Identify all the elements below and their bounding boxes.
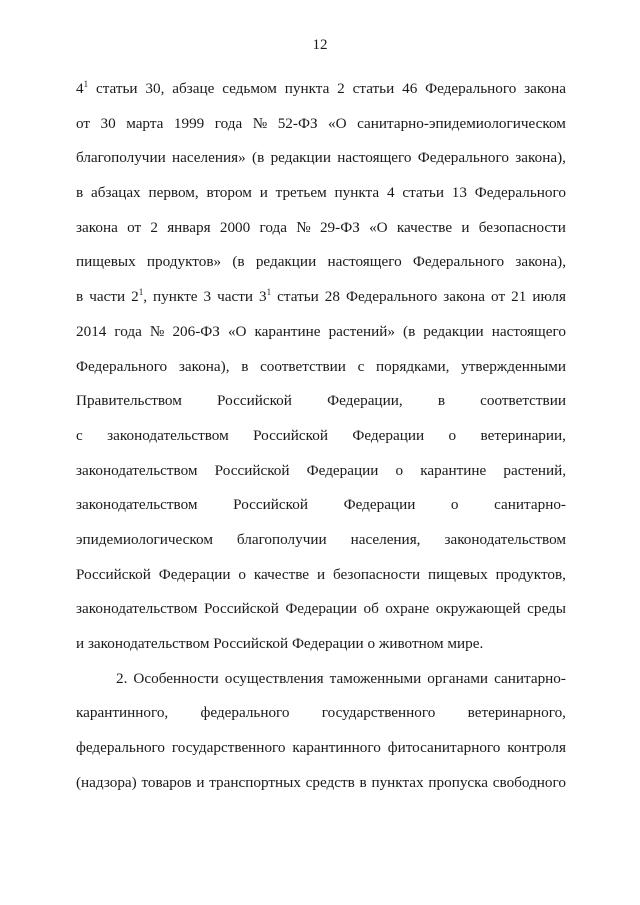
word: качестве (396, 218, 453, 236)
word: фитосанитарного (387, 739, 501, 757)
text-line (76, 350, 566, 385)
text-line (76, 141, 566, 176)
word: Федерального (346, 288, 438, 306)
word: законодательством (76, 461, 198, 479)
word: закона (76, 218, 118, 236)
text-line (76, 662, 566, 697)
text-line (76, 211, 566, 246)
word: пищевых (76, 253, 136, 271)
word: пункте (153, 288, 198, 306)
word: государственного (171, 739, 286, 757)
word: пунктах (371, 773, 424, 791)
word: настоящего (491, 322, 566, 340)
word: статьи (277, 288, 319, 306)
text-line (76, 107, 566, 142)
word: 206-ФЗ (172, 322, 220, 340)
text-line (76, 766, 566, 801)
word: Российской (204, 600, 279, 618)
word: $3^1$ (259, 287, 272, 306)
word: законодательством (107, 426, 229, 444)
word: настоящего (337, 149, 412, 167)
word: Российской (233, 496, 308, 514)
superscript: 1 (266, 287, 272, 298)
word: редакции (255, 253, 317, 271)
word: в (76, 288, 84, 306)
word: мире. (447, 635, 484, 652)
text-line (76, 523, 566, 558)
word: растений» (328, 322, 395, 340)
word: втором (206, 184, 252, 202)
word: карантинного (292, 739, 381, 757)
word: Российской (213, 635, 289, 652)
word: 1999 (173, 114, 205, 132)
text-line (76, 454, 566, 489)
word: с (76, 426, 83, 444)
text-line (76, 558, 566, 593)
word: статьи (402, 184, 444, 202)
text-line (76, 731, 566, 766)
word: законодательством (76, 496, 198, 514)
word: Российской (253, 426, 328, 444)
word: 4 (386, 184, 395, 202)
word: продуктов, (495, 565, 566, 583)
text-line (76, 696, 566, 731)
superscript: 1 (83, 78, 89, 89)
word: средств (305, 773, 355, 791)
word: и (461, 218, 470, 236)
text-line (76, 72, 566, 107)
word: населения, (350, 530, 421, 548)
word: санитарно- (494, 496, 566, 514)
word: Правительством (76, 392, 182, 410)
word: 13 (451, 184, 467, 202)
text-line (76, 280, 566, 315)
word: об (363, 600, 379, 618)
word: 21 (511, 288, 527, 306)
word: пищевых (428, 565, 488, 583)
word: федерального (200, 704, 290, 722)
word: закона (524, 80, 566, 97)
text-line (76, 627, 566, 662)
word: свободного (492, 773, 566, 791)
word: в (76, 184, 84, 202)
word: третьем (275, 184, 327, 202)
word: первом, (148, 184, 199, 202)
word: Федерации (291, 635, 364, 652)
word: и (196, 773, 205, 791)
word: № (252, 114, 268, 132)
word: порядками, (376, 357, 450, 375)
word: среды (527, 600, 566, 618)
word: пункта (334, 184, 380, 202)
word: № (296, 218, 311, 236)
word: 3 (203, 288, 212, 306)
word: и (76, 635, 85, 652)
word: 30 (100, 114, 116, 132)
word: Российской (217, 392, 292, 410)
word: (надзора) (76, 773, 137, 791)
word: федерального (76, 739, 165, 757)
paragraph-2 (76, 662, 566, 801)
word: законодательством (87, 635, 210, 652)
word: ветеринарного, (467, 704, 566, 722)
word: закона), (515, 253, 566, 271)
text-line (76, 315, 566, 350)
word: (в (403, 322, 416, 340)
word: Федерации (343, 496, 416, 514)
word: государственного (321, 704, 436, 722)
word: года (114, 322, 142, 340)
text-line (76, 419, 566, 454)
text-line (76, 176, 566, 211)
word: санитарно-эпидемиологическом (357, 114, 566, 132)
word: о (367, 635, 376, 652)
word: карантине (420, 461, 487, 479)
word: 52-ФЗ (277, 114, 318, 132)
word: 28 (324, 288, 340, 306)
word: населения» (172, 149, 246, 167)
word: статьи (95, 80, 138, 97)
document-body (76, 72, 566, 800)
word: о (450, 496, 459, 514)
word: в (359, 773, 367, 791)
word: Федерального (417, 149, 509, 167)
word: в (437, 392, 445, 410)
word: эпидемиологическом (76, 530, 213, 548)
word: продуктов» (146, 253, 222, 271)
word: с (357, 357, 365, 375)
word: соответствии (480, 392, 566, 410)
word: настоящего (327, 253, 402, 271)
word: редакции (423, 322, 484, 340)
word: карантине (254, 322, 321, 340)
word: 46 (402, 80, 418, 97)
word: благополучии (76, 149, 166, 167)
word: окружающей (435, 600, 521, 618)
superscript: 1 (138, 287, 144, 298)
word: Федерации (158, 565, 231, 583)
word: абзацах (90, 184, 141, 202)
word: ветеринарии, (480, 426, 566, 444)
word: в (241, 357, 249, 375)
text-line (76, 245, 566, 280)
text-line (76, 592, 566, 627)
word: охране (385, 600, 430, 618)
word: безопасности (332, 565, 421, 583)
word: Федерального (474, 184, 566, 202)
word: «О (227, 322, 247, 340)
word: 30, (145, 80, 165, 97)
word: Особенности (133, 669, 219, 687)
page-number: 12 (312, 37, 328, 53)
word: июля (532, 288, 566, 306)
word: абзаце (172, 80, 215, 97)
word: и (316, 565, 326, 583)
word: 2000 (219, 218, 251, 236)
word: Российской (214, 461, 290, 479)
word: 2 (337, 80, 345, 97)
word: осуществления (224, 669, 324, 687)
word: 2 (150, 218, 158, 236)
word: «О (328, 114, 347, 132)
word: качестве (253, 565, 310, 583)
word: части (89, 288, 126, 306)
word: Российской (76, 565, 151, 583)
word: от (491, 288, 506, 306)
text-line (76, 384, 566, 419)
word: транспортных (209, 773, 301, 791)
word: контроля (507, 739, 566, 757)
word: Федерального (412, 253, 505, 271)
word: пропуска (428, 773, 489, 791)
word: товаров (141, 773, 192, 791)
word: (в (232, 253, 245, 271)
word: законодательством (444, 530, 566, 548)
word: таможенными (329, 669, 422, 687)
word: безопасности (478, 218, 566, 236)
word: благополучии (236, 530, 327, 548)
word: и (259, 184, 268, 202)
word: $4^1$ (76, 78, 89, 97)
paragraph-1 (76, 72, 566, 662)
word: марта (126, 114, 164, 132)
word: соответствии (260, 357, 346, 375)
word: Федерации (285, 600, 358, 618)
word: года (259, 218, 287, 236)
word: Федерального (76, 357, 168, 375)
text-line (76, 488, 566, 523)
word: животном (378, 635, 444, 652)
word: (в (252, 149, 265, 167)
word: № (149, 322, 165, 340)
word: о (448, 426, 457, 444)
word: седьмом (222, 80, 277, 97)
word: года (214, 114, 243, 132)
word: 2014 (76, 322, 107, 340)
word: января (167, 218, 211, 236)
word: о (238, 565, 246, 583)
word: «О (369, 218, 388, 236)
word: растений, (503, 461, 566, 479)
word: закона (443, 288, 486, 306)
word: от (127, 218, 142, 236)
word: санитарно- (494, 669, 566, 687)
word: $2^1$, (131, 287, 148, 306)
word: закона), (515, 149, 566, 167)
word: Федерации, (327, 392, 403, 410)
word: статьи (352, 80, 395, 97)
word: утвержденными (461, 357, 566, 375)
word: от (76, 114, 91, 132)
word: Федерации (306, 461, 379, 479)
word: Федерации (352, 426, 425, 444)
word: Федерального (425, 80, 517, 97)
word: 29-ФЗ (319, 218, 360, 236)
word: редакции (270, 149, 331, 167)
word: пункта (284, 80, 330, 97)
word: органами (427, 669, 489, 687)
word: карантинного, (76, 704, 169, 722)
word: 2. (116, 669, 128, 687)
word: части (217, 288, 253, 306)
word: закона), (178, 357, 230, 375)
word: законодательством (76, 600, 198, 618)
word: о (395, 461, 404, 479)
